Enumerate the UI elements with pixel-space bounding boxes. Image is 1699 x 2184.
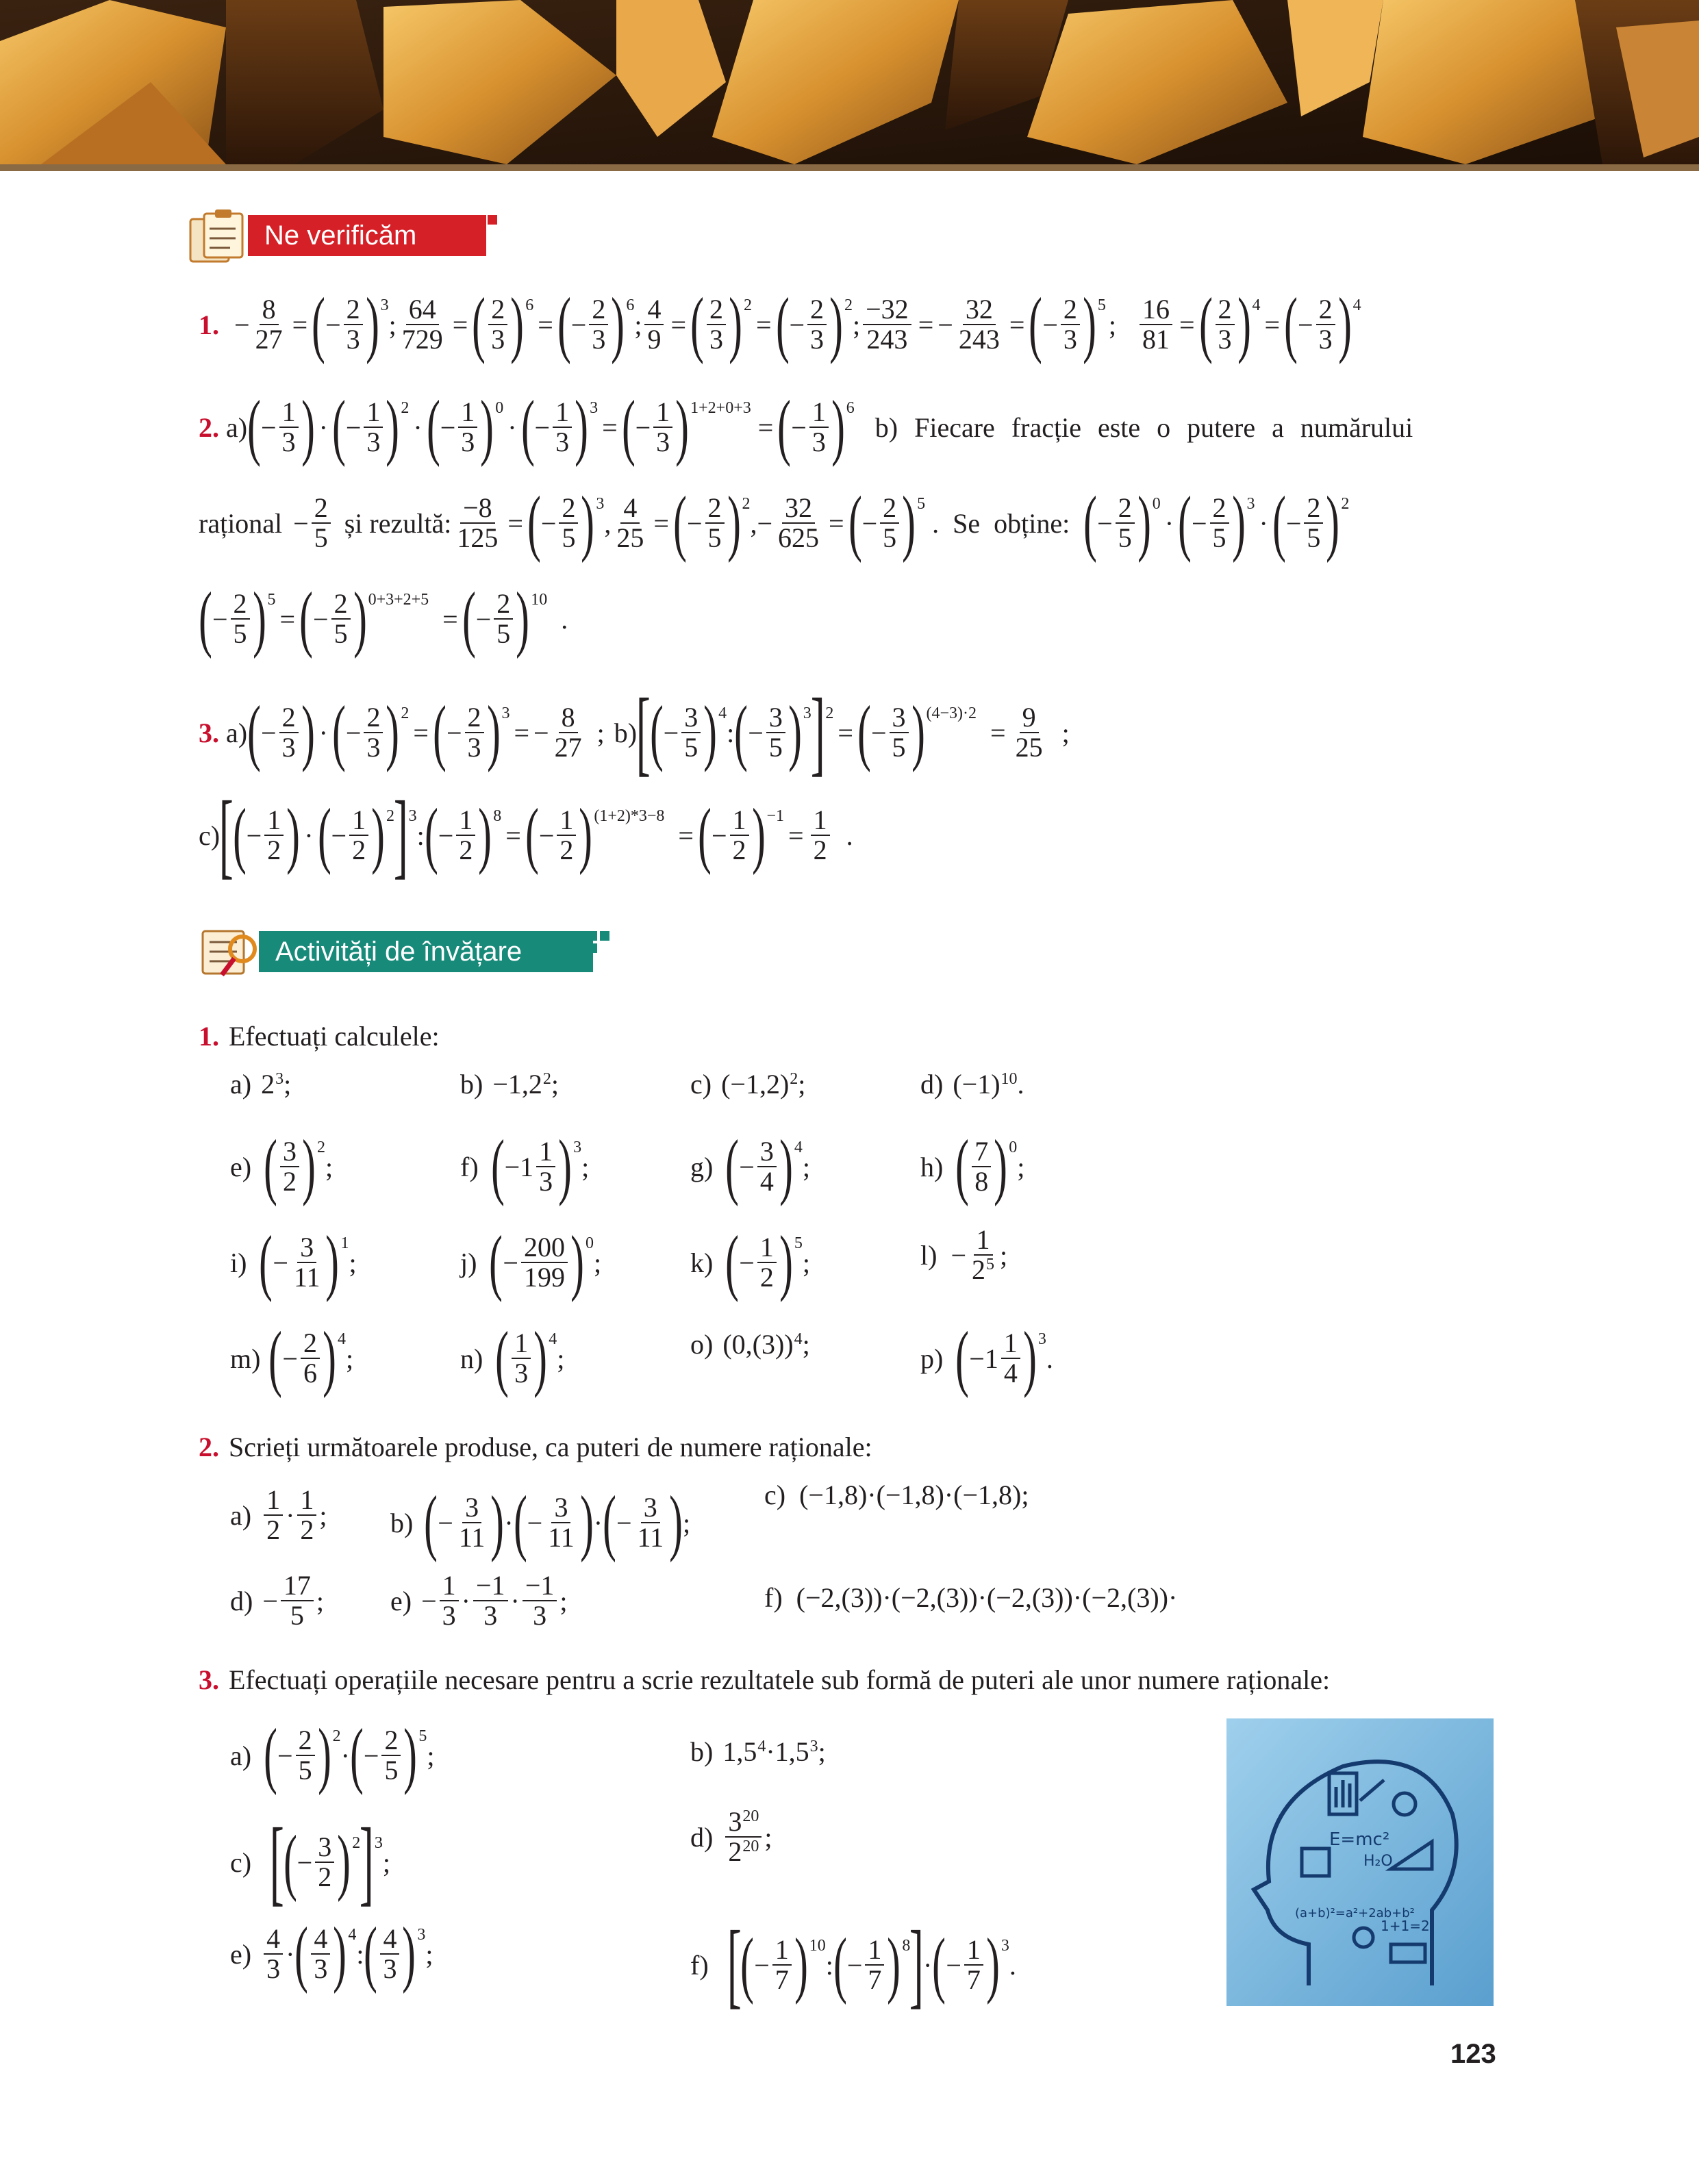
activity-1-item-l: l) − $\frac{1}{2^5}$ ; xyxy=(920,1224,1008,1285)
activity-1-item-i: i) ( − 3 11 ) 1 ; xyxy=(230,1221,357,1303)
activity-1-item-a: a) $2^3$; xyxy=(230,1069,292,1100)
activity-1-item-o: o) $(0,(3))^4$; xyxy=(690,1329,810,1360)
check-exercise-3-line1: 3. a) ( − 2 3 ) · ( − 2 3 ) 2 = ( − 2 3 ) 3 = − $\frac{8}{27}$ ; b) [ ( − 3 5 ) 4 : ( − 3 5 ) 3 ] 2 = ( − 3 5 ) (4−3)·2 = $\frac{9}{25}$ ; xyxy=(199,679,1070,785)
activity-2-item-a: a) 1 2 · 1 2 ; xyxy=(230,1484,327,1545)
activity-1-item-k: k) ( − 1 2 ) 5 ; xyxy=(690,1221,810,1303)
activity-1-item-h: h) ( 7 8 ) 0 ; xyxy=(920,1126,1025,1207)
activity-2-item-e: e) − $\frac{1}{3}$ · −1 3 · −1 3 ; xyxy=(390,1570,568,1631)
head-formulas-illustration xyxy=(1226,1718,1494,2006)
svg-text:(a+b)²=a²+2ab+b²: (a+b)²=a²+2ab+b² xyxy=(1295,1906,1415,1920)
activity-3-item-b: b) $1,5^4\cdot 1,5^3$; xyxy=(690,1736,826,1767)
banner-rule xyxy=(0,164,1699,171)
activity-1-item-f: f) ( −1 1 3 ) 3 ; xyxy=(460,1126,590,1207)
activity-1-item-m: m) ( − 2 6 ) 4 ; xyxy=(230,1317,354,1399)
svg-text:H₂O: H₂O xyxy=(1363,1853,1393,1870)
activity-1-item-n: n) ( 1 3 ) 4 ; xyxy=(460,1317,565,1399)
activity-1-item-c: c) $(-1,2)^2$; xyxy=(690,1069,806,1100)
header-banner-image xyxy=(0,0,1699,164)
section-header-check xyxy=(186,205,515,264)
activity-1-item-j: j) ( − 200 199 ) 0 ; xyxy=(460,1221,602,1303)
page-number: 123 xyxy=(1450,2039,1496,2069)
check-exercise-2-line1: 2. a) ( − 1 3 ) · ( − 1 3 ) 2 · ( − 1 3 ) 0 · ( − 1 3 ) 3 = ( − 1 3 ) 1+2+0+3 = ( − 1 3 ) 6 b) Fiecare fracție este o putere a numărului xyxy=(199,386,1413,468)
activity-2-item-f: f) (−2,(3))·(−2,(3))·(−2,(3))·(−2,(3))· xyxy=(764,1582,1178,1613)
activity-3-item-c: c) [ ( − 3 2 ) 2 ] 3 ; xyxy=(230,1809,390,1915)
section-title-learn: Activități de învățare xyxy=(259,931,593,972)
activity-1-item-g: g) ( − 3 4 ) 4 ; xyxy=(690,1126,810,1207)
section-header-learn xyxy=(200,922,638,980)
check-exercise-2-line3: ( − 2 5 ) 5 = ( − 2 5 ) 0+3+2+5 = ( − 2 5 ) 10 . xyxy=(199,578,568,659)
activity-2-item-b: b) ( − 3 11 ) · ( − 3 11 ) · ( − 3 11 ) ; xyxy=(390,1482,691,1563)
activity-3-item-a: a) ( − 2 5 ) 2 · ( − 2 5 ) 5 ; xyxy=(230,1714,435,1796)
svg-text:1+1=2: 1+1=2 xyxy=(1381,1918,1430,1934)
section-title-check: Ne verificăm xyxy=(248,215,486,256)
activity-3-item-f: f) [ ( − 1 7 ) 10 : ( − 1 7 ) 8 ] · ( − 1 7 ) 3 . xyxy=(690,1912,1016,2018)
check-exercise-3-line2: c) [ ( − 1 2 ) · ( − 1 2 ) 2 ] 3 : ( − 1 2 ) 8 = ( − 1 2 ) (1+2)*3−8 = ( − 1 2 ) −1 = $\frac{1}{2}$ . xyxy=(199,782,853,888)
activity-3-item-d: d) $3^{20}$ $2^{20}$ ; xyxy=(690,1806,772,1867)
activity-1-item-e: e) ( 3 2 ) 2 ; xyxy=(230,1126,333,1207)
activity-3-item-e: e) 4 3 · ( 4 3 ) 4 : ( 4 3 ) 3 ; xyxy=(230,1913,433,1994)
activity-2-item-d: d) − $\frac{17}{5}$ ; xyxy=(230,1570,325,1631)
magnifier-notebook-icon xyxy=(200,922,266,980)
activity-1-item-d: d) $(-1)^{10}$. xyxy=(920,1069,1024,1100)
svg-text:E=mc²: E=mc² xyxy=(1329,1829,1390,1850)
activity-1-item-b: b) $-1,2^2$; xyxy=(460,1069,559,1100)
activity-1-prompt: 1. Efectuați calculele: xyxy=(199,1021,440,1052)
clipboard-icon xyxy=(186,205,252,264)
activity-1-item-p: p) ( −1 1 4 ) 3 . xyxy=(920,1317,1053,1399)
check-exercise-2-line2: rațional − $\frac{2}{5}$ și rezultă: $\frac{-8}{125}$ = ( − 2 5 ) 3 , $\frac{4}{25}$ = ( − 2 5 ) 2 , − $\frac{32}{625}$ = ( − 2 5 ) 5 . Se obține: ( − 2 5 ) 0 · ( − 2 5 ) 3 · ( − 2 5 ) 2 xyxy=(199,482,1350,563)
check-exercise-1: 1. − $\frac{8}{27}$ = ( − 2 3 ) 3 ; $\frac{64}{729}$ = ( 2 3 ) 6 = ( − 2 3 ) 6 ; $\frac{4}{9}$ = ( 2 3 ) 2 = ( − 2 3 ) 2 ; $\frac{-32}{243}$ = − $\frac{32}{243}$ = ( − 2 3 ) 5 ; $\frac{16}{81}$ = ( 2 3 ) 4 = ( − 2 3 ) 4 xyxy=(199,283,1361,365)
activity-2-item-c: c) (−1,8)·(−1,8)·(−1,8); xyxy=(764,1480,1029,1510)
activity-3-prompt: 3. Efectuați operațiile necesare pentru a scrie rezultatele sub formă de puteri ale unor numere raționale: xyxy=(199,1664,1331,1695)
activity-2-prompt: 2. Scrieți următoarele produse, ca puteri de numere raționale: xyxy=(199,1432,872,1462)
